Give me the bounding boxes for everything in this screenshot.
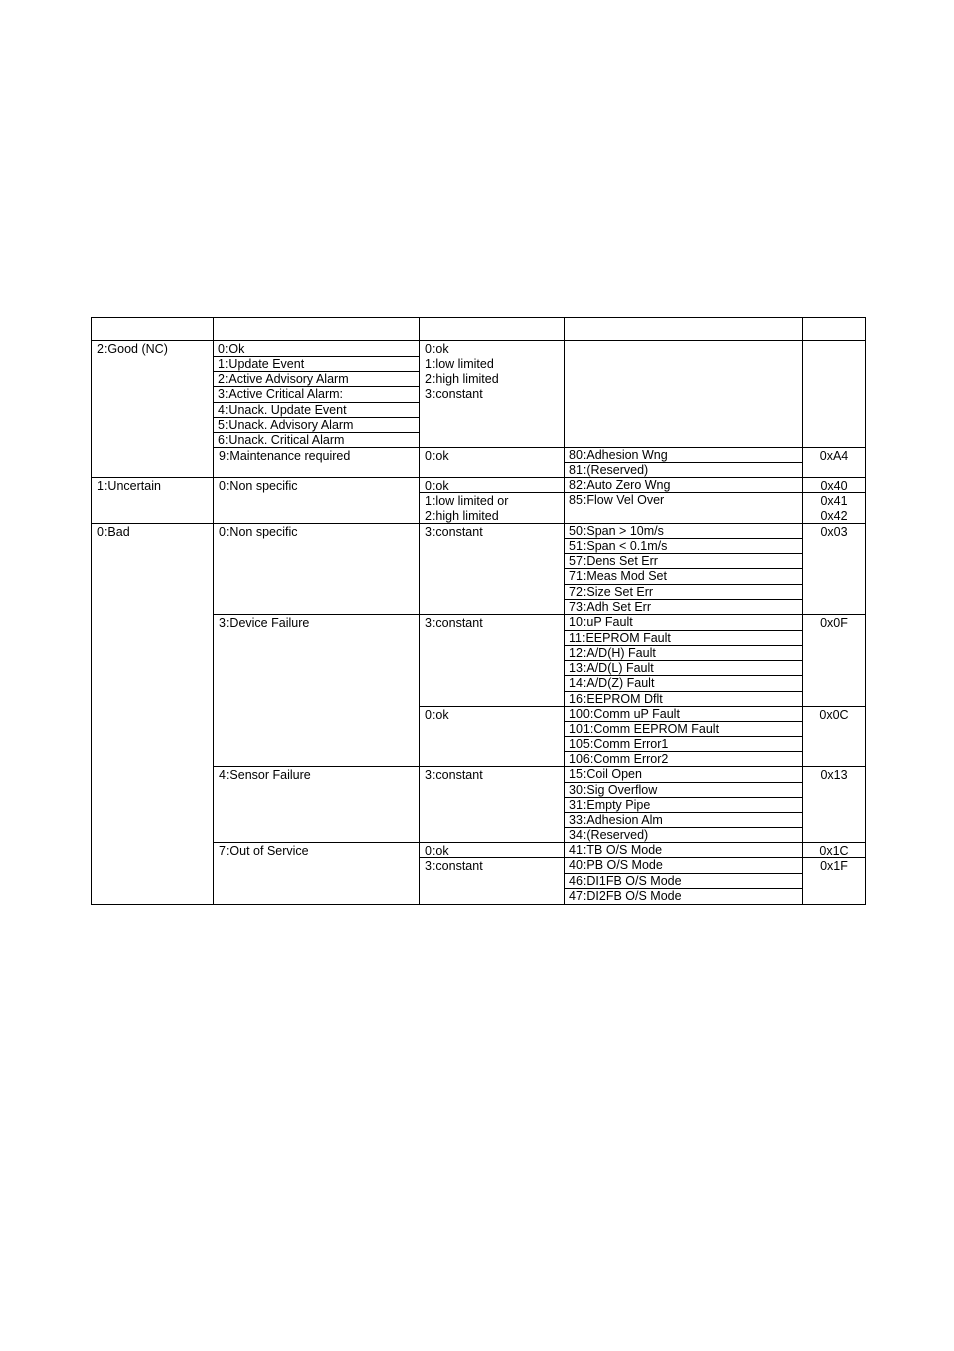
substatus-cell: 0:Ok — [214, 341, 420, 357]
limit-cell: 0:ok — [420, 707, 565, 767]
alarm-cell: 101:Comm EEPROM Fault — [565, 722, 803, 737]
alarm-cell: 10:uP Fault — [565, 615, 803, 631]
limit-line: 1:low limited or — [425, 494, 509, 508]
quality-label: 2:Good (NC) — [97, 342, 168, 356]
alarm-cell: 11:EEPROM Fault — [565, 631, 803, 646]
alarm-cell: 50:Span > 10m/s — [565, 524, 803, 539]
code-cell: 0x1C — [803, 843, 866, 858]
alarm-cell: 15:Coil Open — [565, 767, 803, 783]
substatus-cell: 4:Sensor Failure — [214, 767, 420, 843]
limit-line: 2:high limited — [425, 509, 499, 523]
alarm-cell: 30:Sig Overflow — [565, 783, 803, 798]
limit-cell: 3:constant — [420, 767, 565, 843]
alarm-cell: 80:Adhesion Wng — [565, 448, 803, 463]
code-cell-empty — [803, 341, 866, 448]
code-cell: 0x1F — [803, 858, 866, 905]
code-cell: 0x0C — [803, 707, 866, 767]
substatus-cell: 6:Unack. Critical Alarm — [214, 433, 420, 448]
alarm-cell: 31:Empty Pipe — [565, 798, 803, 813]
alarm-cell: 16:EEPROM Dflt — [565, 692, 803, 707]
limit-cell: 3:constant — [420, 524, 565, 615]
quality-label: 1:Uncertain — [97, 479, 161, 493]
substatus-cell: 0:Non specific — [214, 524, 420, 615]
limit-cell: 0:ok — [420, 448, 565, 478]
substatus-cell: 2:Active Advisory Alarm — [214, 372, 420, 387]
code-cell: 0xA4 — [803, 448, 866, 478]
alarm-cell: 105:Comm Error1 — [565, 737, 803, 752]
limit-cell: 3:constant — [420, 615, 565, 707]
alarm-cell: 41:TB O/S Mode — [565, 843, 803, 858]
quality-uncertain-cell — [92, 478, 214, 524]
limit-line: 2:high limited — [425, 372, 499, 386]
limit-line: 3:constant — [425, 387, 483, 401]
alarm-cell: 33:Adhesion Alm — [565, 813, 803, 828]
header-cell — [420, 318, 565, 341]
substatus-cell: 5:Unack. Advisory Alarm — [214, 418, 420, 433]
limit-cell: 3:constant — [420, 858, 565, 905]
header-cell — [214, 318, 420, 341]
substatus-cell: 0:Non specific — [214, 478, 420, 524]
alarm-cell: 13:A/D(L) Fault — [565, 661, 803, 676]
limit-cell: 0:ok — [420, 843, 565, 858]
code-line: 0x42 — [820, 509, 848, 523]
code-cell: 0x40 — [803, 478, 866, 493]
code-cell: 0x13 — [803, 767, 866, 843]
alarm-cell: 73:Adh Set Err — [565, 600, 803, 615]
quality-label: 0:Bad — [97, 525, 130, 539]
substatus-cell: 7:Out of Service — [214, 843, 420, 905]
limit-cell — [420, 493, 565, 524]
alarm-cell: 47:DI2FB O/S Mode — [565, 889, 803, 905]
code-cell: 0x03 — [803, 524, 866, 615]
alarm-cell: 51:Span < 0.1m/s — [565, 539, 803, 554]
quality-bad-cell — [92, 524, 214, 905]
alarm-cell: 34:(Reserved) — [565, 828, 803, 843]
alarm-cell: 100:Comm uP Fault — [565, 707, 803, 722]
alarm-cell: 72:Size Set Err — [565, 585, 803, 600]
alarm-cell: 81:(Reserved) — [565, 463, 803, 478]
code-cell — [803, 493, 866, 524]
header-cell — [803, 318, 866, 341]
substatus-cell: 9:Maintenance required — [214, 448, 420, 478]
alarm-cell: 71:Meas Mod Set — [565, 569, 803, 585]
alarm-cell: 14:A/D(Z) Fault — [565, 676, 803, 692]
diagnostic-status-table — [91, 317, 866, 905]
substatus-cell: 3:Active Critical Alarm: — [214, 387, 420, 403]
alarm-cell: 57:Dens Set Err — [565, 554, 803, 569]
code-line: 0x41 — [820, 494, 848, 508]
alarm-cell: 82:Auto Zero Wng — [565, 478, 803, 493]
alarm-cell: 46:DI1FB O/S Mode — [565, 874, 803, 889]
substatus-cell: 1:Update Event — [214, 357, 420, 372]
limit-line: 1:low limited — [425, 357, 494, 371]
substatus-cell: 3:Device Failure — [214, 615, 420, 767]
alarm-cell: 85:Flow Vel Over — [565, 493, 803, 524]
quality-good-cell — [92, 341, 214, 478]
header-cell — [565, 318, 803, 341]
alarm-cell: 40:PB O/S Mode — [565, 858, 803, 874]
code-cell: 0x0F — [803, 615, 866, 707]
alarm-cell-empty — [565, 341, 803, 448]
limit-cell: 0:ok — [420, 478, 565, 493]
header-cell — [92, 318, 214, 341]
limit-line: 0:ok — [425, 342, 449, 356]
alarm-cell: 106:Comm Error2 — [565, 752, 803, 767]
limit-cell — [420, 341, 565, 448]
substatus-cell: 4:Unack. Update Event — [214, 403, 420, 418]
alarm-cell: 12:A/D(H) Fault — [565, 646, 803, 661]
